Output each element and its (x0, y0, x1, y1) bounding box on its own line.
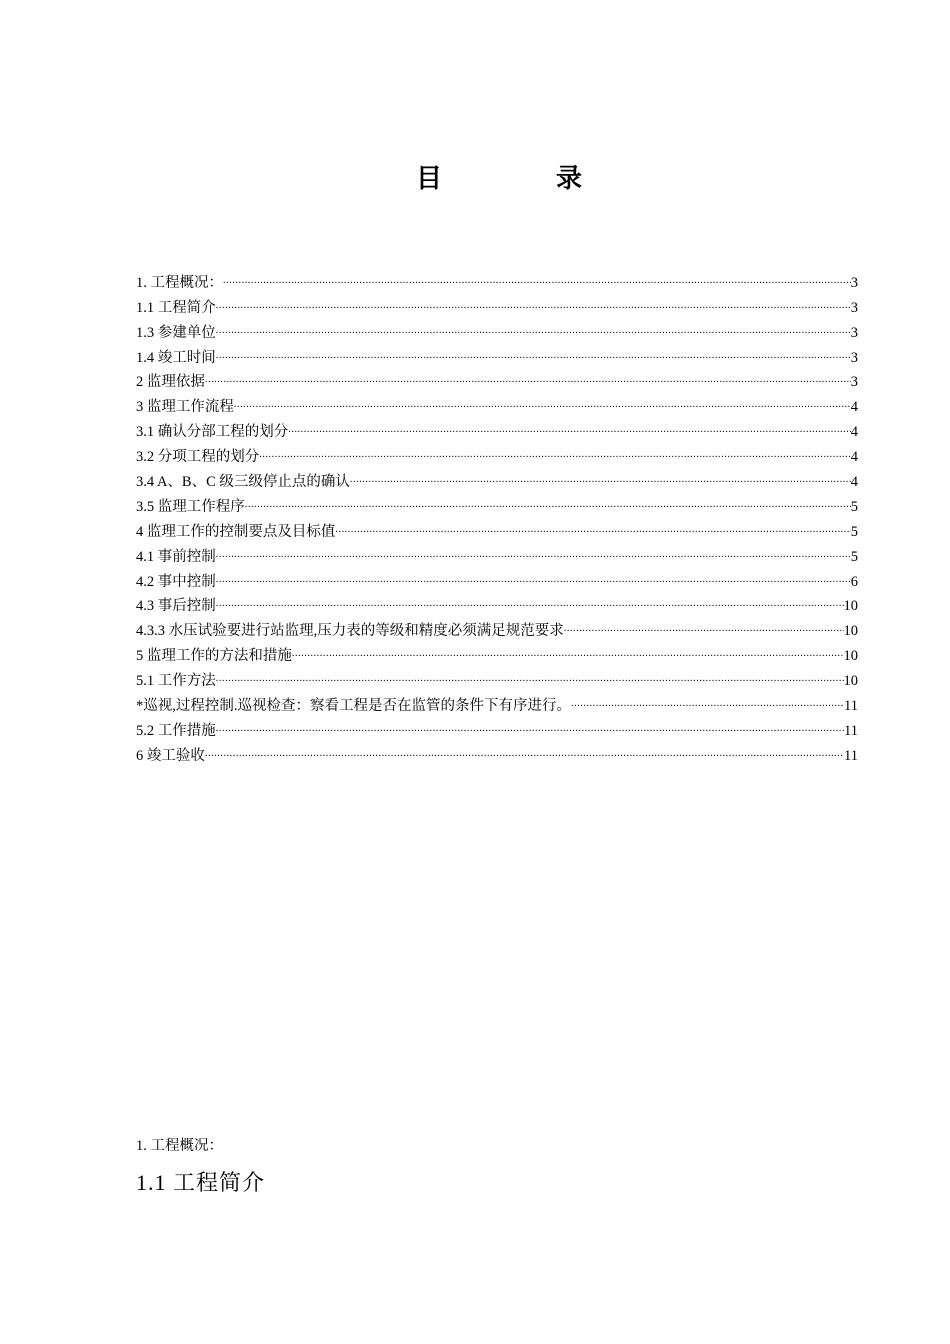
toc-entry-page: 4 (850, 424, 858, 441)
toc-entry[interactable] (136, 685, 858, 715)
toc-leader (216, 586, 844, 611)
toc-entry-page: 10 (843, 648, 858, 665)
toc-entry-text: 4.1 事前控制 (136, 548, 216, 565)
toc-leader (216, 536, 851, 561)
toc-entry-text: 3.1 确认分部工程的划分 (136, 424, 289, 441)
toc-entry-text: 5.2 工作措施 (136, 722, 216, 739)
toc-entry[interactable] (136, 586, 858, 615)
toc-entry[interactable] (136, 411, 858, 441)
toc-entry-text: 3.5 监理工作程序 (136, 498, 245, 515)
toc-entry-text: *巡视,过程控制.巡视检查：察看工程是否在监管的条件下有序进行。 (136, 698, 571, 715)
toc-entry-page: 3 (850, 299, 858, 316)
toc-leader (216, 660, 844, 685)
toc-entry-page: 3 (850, 324, 858, 341)
toc-entry-page: 6 (850, 573, 858, 590)
toc-entry-text: 1.4 竣工时间 (136, 349, 216, 366)
toc-title-char-2: 录 (556, 164, 583, 193)
toc-entry-text: 3.2 分项工程的划分 (136, 449, 260, 466)
toc-entry[interactable] (136, 312, 858, 341)
toc-leader (216, 337, 851, 362)
toc-leader (571, 685, 844, 710)
toc-entry-page: 5 (850, 548, 858, 565)
toc-entry-page: 4 (850, 449, 858, 466)
toc-entry-text: 4.3.3 水压试验要进行站监理,压力表的等级和精度必须满足规范要求 (136, 623, 564, 640)
toc-leader (350, 461, 851, 486)
toc-leader (245, 486, 851, 511)
toc-entry-text: 6 竣工验收 (136, 747, 205, 764)
toc-entry[interactable] (136, 337, 858, 366)
toc-leader (216, 710, 844, 735)
toc-entry-text: 2 监理依据 (136, 374, 205, 391)
toc-entry-page: 3 (850, 274, 858, 291)
toc-entry-page: 10 (843, 673, 858, 690)
toc-entry[interactable] (136, 386, 858, 416)
toc-entry-text: 3.4 A、B、C 级三级停止点的确认 (136, 474, 350, 491)
toc-leader (335, 511, 850, 536)
toc-entry-page: 5 (850, 498, 858, 515)
section-heading-intro: 1.1 工程简介 (136, 1170, 266, 1195)
toc-leader (564, 610, 844, 635)
toc-entry[interactable] (136, 660, 858, 690)
toc-entry[interactable] (136, 536, 858, 565)
toc-entry-page: 5 (850, 523, 858, 540)
toc-leader (288, 411, 851, 436)
toc-entry-page: 11 (844, 698, 858, 715)
toc-entry-text: 5.1 工作方法 (136, 673, 216, 690)
toc-entry-text: 4.3 事后控制 (136, 598, 216, 615)
toc-leader (292, 635, 844, 660)
toc-leader (216, 561, 851, 586)
toc-entry-page: 10 (843, 623, 858, 640)
toc-entry-page: 4 (850, 399, 858, 416)
toc-entry[interactable] (136, 735, 858, 764)
toc-entry-text: 5 监理工作的方法和措施 (136, 648, 292, 665)
toc-entry[interactable] (136, 610, 858, 640)
toc-list (136, 262, 858, 764)
toc-entry-text: 1.3 参建单位 (136, 324, 216, 341)
toc-leader (216, 287, 851, 312)
toc-leader (205, 362, 851, 387)
section-heading-overview: 1. 工程概况： (136, 1138, 223, 1154)
toc-entry[interactable] (136, 262, 858, 291)
toc-entry-page: 4 (850, 474, 858, 491)
toc-entry-text: 4.2 事中控制 (136, 573, 216, 590)
toc-entry[interactable] (136, 362, 858, 391)
toc-entry-page: 11 (844, 722, 858, 739)
toc-entry-text: 1.1 工程简介 (136, 299, 216, 316)
toc-entry-text: 4 监理工作的控制要点及目标值 (136, 523, 336, 540)
toc-entry[interactable] (136, 486, 858, 515)
toc-entry-text: 1. 工程概况： (136, 274, 223, 291)
toc-entry[interactable] (136, 287, 858, 316)
toc-entry-page: 3 (850, 374, 858, 391)
toc-title-char-1: 目 (416, 164, 443, 193)
toc-entry[interactable] (136, 710, 858, 739)
toc-entry-page: 11 (844, 747, 858, 764)
toc-entry-page: 3 (850, 349, 858, 366)
toc-entry-text: 3 监理工作流程 (136, 399, 234, 416)
toc-leader (234, 386, 851, 411)
toc-leader (216, 312, 851, 337)
toc-entry-page: 10 (843, 598, 858, 615)
toc-leader (205, 735, 844, 760)
toc-entry[interactable] (136, 561, 858, 590)
toc-leader (223, 262, 851, 287)
toc-leader (259, 436, 851, 461)
